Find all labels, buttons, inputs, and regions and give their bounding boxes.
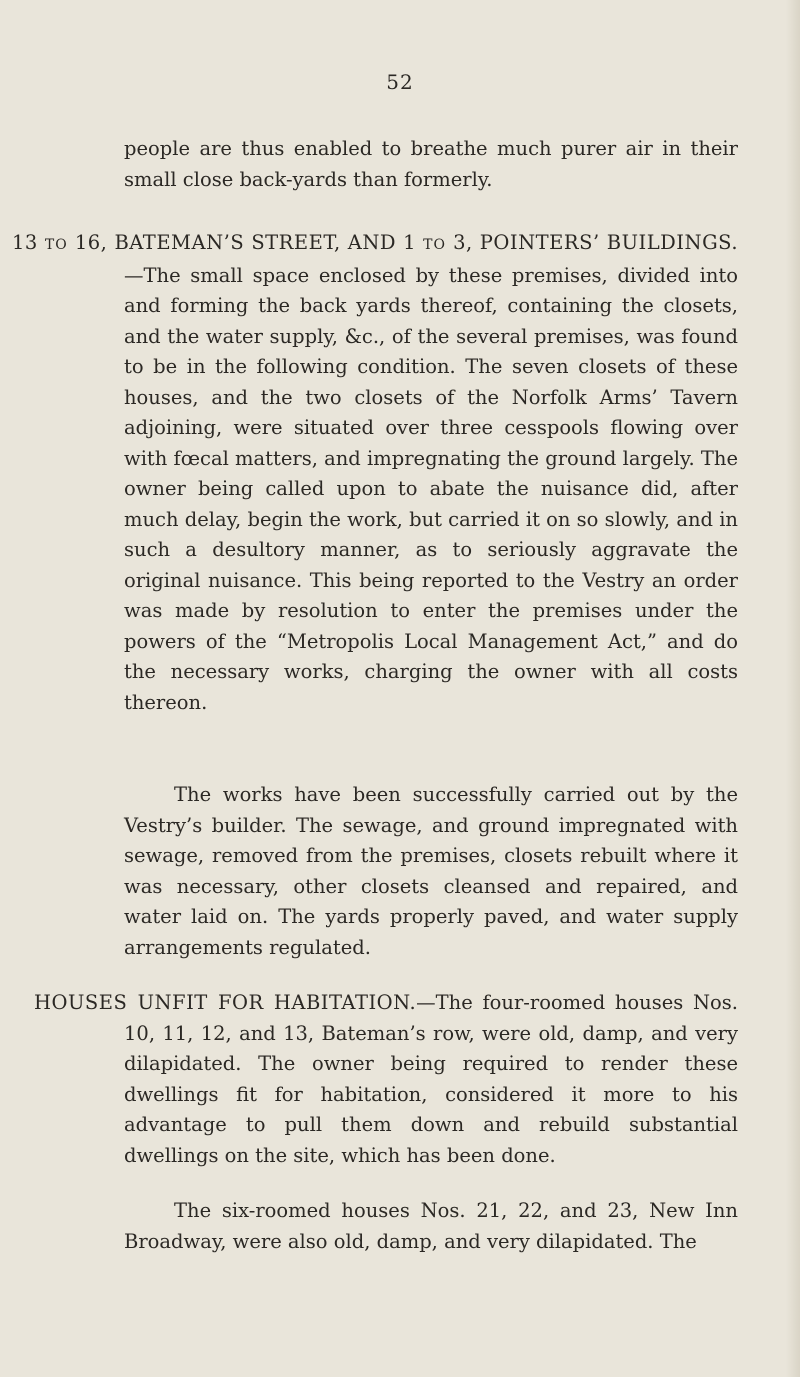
paragraph-six-roomed-houses <box>124 1196 738 1257</box>
paragraph-body: —The small space enclosed by these premises, divided into and forming the back yards thereof, containing the closets, and the water supply, &c., of the several premises, was found to be in the following condition. The seven closets of these houses, and the two closets of the Norfolk Arms’ Tavern adjoining, were situated over three cesspools flowing over with fœcal matters, and impregnating the ground largely. The owner being called upon to abate the nuisance did, after much delay, begin the work, but carried it on so slowly, and in such a desultory manner, as to seriously aggravate the original nuisance. This being reported to the Vestry an order was made by resolution to enter the premises under the powers of the “Metropolis Local Management Act,” and do the necessary works, charging the owner with all costs thereon. <box>124 263 738 714</box>
page-number: 52 <box>386 70 414 94</box>
page-edge-shadow <box>786 0 800 1377</box>
paragraph-text: The works have been successfully carried out by the Vestry’s builder. The sewage, and ground impregnated with sewage, removed from the premises, closets rebuilt where it was necessary, other closets cleansed and repaired, and water laid on. The yards properly paved, and water supply arrangements regulated. <box>124 783 738 959</box>
paragraph-continuation <box>124 134 738 195</box>
paragraph-works-carried-out <box>124 780 738 963</box>
paragraph-text: people are thus enabled to breathe much purer air in their small close back-yards than formerly. <box>124 137 738 191</box>
paragraph-batemans-street <box>12 228 739 718</box>
paragraph-body: —The four-roomed houses Nos. 10, 11, 12, and 13, Bateman’s row, were old, damp, and very dilapidated. The owner being required to render these dwellings fit for habitation, considered it more to his advantage to pull them down and rebuild substantial dwellings on the site, which has been done. <box>124 991 738 1167</box>
paragraph-text: The six-roomed houses Nos. 21, 22, and 23, New Inn Broadway, were also old, damp, and very dilapidated. The <box>124 1199 738 1253</box>
section-heading-houses-unfit: HOUSES UNFIT FOR HABITATION. <box>34 991 417 1014</box>
paragraph-houses-unfit <box>34 988 738 1171</box>
section-heading-batemans-street: 13 TO 16, BATEMAN’S STREET, AND 1 TO 3, POINTERS’ BUILDINGS. <box>12 231 739 254</box>
